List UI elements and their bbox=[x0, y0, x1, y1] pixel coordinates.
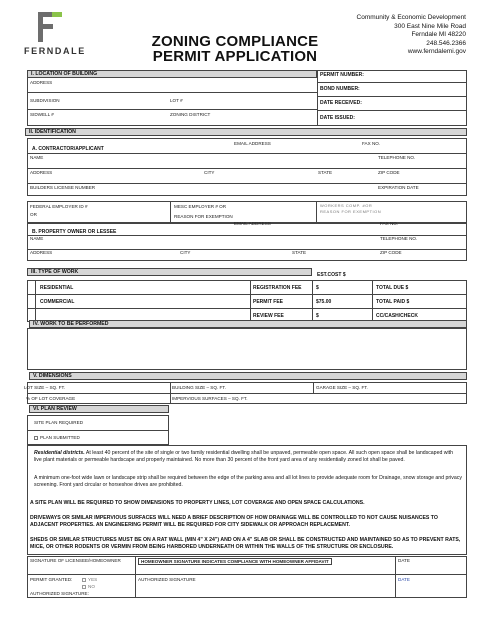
payment-method-field[interactable]: CC/CASH/CHECK bbox=[376, 313, 418, 319]
logo-text: FERNDALE bbox=[24, 46, 86, 56]
section-title-dimensions: V. DIMENSIONS bbox=[29, 372, 467, 380]
mesc-reason-label: REASON FOR EXEMPTION bbox=[174, 214, 233, 219]
owner-city[interactable]: CITY bbox=[180, 250, 191, 255]
review-fee-value[interactable]: $ bbox=[316, 313, 319, 319]
licensee-signature-field[interactable]: SIGNATURE OF LICENSEE/HOMEOWNER bbox=[30, 558, 121, 563]
affidavit-notice: HOMEOWNER SIGNATURE INDICATES COMPLIANCE WITH HOMEOWNER AFFIDAVIT bbox=[138, 558, 332, 565]
permit-fee-value[interactable]: $75.00 bbox=[316, 299, 332, 305]
workers-comp-field[interactable]: WORKERS COMP. #OR bbox=[320, 203, 373, 208]
address-line: 248.546.2366 bbox=[426, 39, 466, 47]
date-received-field[interactable]: DATE RECEIVED: bbox=[320, 100, 362, 106]
note-driveways: DRIVEWAYS OR SIMILAR IMPERVIOUS SURFACES WILL NEED A BRIEF DESCRIPTION OF HOW DRAINAGE WILL BE CONTROLLED TO NOT CAUSE NUISANCES TO ADJACENT PROPERTIES. AN ENGINEERING PERMIT WILL BE REQUIRED FOR CITY SIDEWALK OR APPROACH REPLACEMENT. bbox=[30, 515, 438, 528]
section-title-plan-review: VI. PLAN REVIEW bbox=[29, 405, 169, 413]
site-plan-required-option[interactable]: SITE PLAN REQUIRED bbox=[34, 420, 84, 425]
owner-telephone[interactable]: TELEPHONE NO. bbox=[380, 236, 418, 241]
bond-number-field[interactable]: BOND NUMBER: bbox=[320, 86, 360, 92]
lot-field[interactable]: LOT # bbox=[170, 98, 183, 103]
total-due-field[interactable]: TOTAL DUE $ bbox=[376, 285, 409, 291]
commercial-option[interactable]: COMMERCIAL bbox=[40, 299, 75, 305]
authorized-signature-field[interactable]: AUTHORIZED SIGNATURE bbox=[138, 577, 196, 582]
note-sheds: SHEDS OR SIMILAR STRUCTURES MUST BE ON A RAT WALL (MIN 4" X 24") AND ON A 4" SLAB OR SHALL BE CONSTRUCTED AND MAINTAINED SO AS TO PREVENT RATS, MICE, OR OTHER RODENTS OR VERMIN FROM BEING HARBORED UNDERNEATH OR WITHIN THE WALLS OF THE STRUCTURE OR ENCLOSURE. bbox=[30, 537, 461, 550]
contractor-title: A. CONTRACTOR/APPLICANT bbox=[32, 146, 104, 152]
builders-license-field[interactable]: BUILDERS LICENSE NUMBER bbox=[30, 185, 96, 190]
owner-name[interactable]: NAME bbox=[30, 236, 44, 241]
owner-email[interactable]: EMAIL ADDRESS bbox=[234, 221, 271, 226]
form-title-line2: PERMIT APPLICATION bbox=[152, 48, 318, 65]
contractor-zip[interactable]: ZIP CODE bbox=[378, 170, 400, 175]
yes-option[interactable] bbox=[82, 577, 97, 582]
work-performed-area[interactable] bbox=[27, 328, 467, 370]
or-label: OR bbox=[30, 212, 37, 217]
federal-employer-id-field[interactable]: FEDERAL EMPLOYER ID # bbox=[30, 204, 88, 209]
note-residential-districts bbox=[34, 450, 462, 463]
subdivision-field[interactable]: SUBDIVISION bbox=[30, 98, 60, 103]
no-label: NO bbox=[88, 584, 95, 589]
workers-reason-label: REASON FOR EXEMPTION bbox=[320, 209, 382, 214]
owner-fax[interactable]: FAX NO. bbox=[380, 221, 399, 226]
no-option[interactable] bbox=[82, 584, 95, 589]
owner-title: B. PROPERTY OWNER OR LESSEE bbox=[32, 229, 117, 235]
permit-fee-label: PERMIT FEE bbox=[253, 299, 284, 305]
address-field[interactable]: ADDRESS bbox=[30, 80, 53, 85]
note-site-plan: A SITE PLAN WILL BE REQUIRED TO SHOW DIMENSIONS TO PROPERTY LINES, LOT COVERAGE AND OPEN SPACE CALCULATIONS. bbox=[30, 500, 365, 506]
address-line: 300 East Nine Mile Road bbox=[394, 22, 466, 30]
review-fee-label: REVIEW FEE bbox=[253, 313, 284, 319]
section-title-type-of-work: III. TYPE OF WORK bbox=[27, 268, 312, 276]
plan-submitted-label: PLAN SUBMITTED bbox=[40, 435, 80, 440]
yes-label: YES bbox=[88, 577, 98, 582]
owner-address[interactable]: ADDRESS bbox=[30, 250, 53, 255]
contractor-city[interactable]: CITY bbox=[204, 170, 215, 175]
note-body: At least 40 percent of the site of single or two family residential dwelling shall be unpaved, permeable open space. All such open space shall be landscaped with live plant materials or permeable hardscape and properly maintained. No more than 30 percent of the front yard area of any residentially zoned lot shall be paved. bbox=[34, 450, 453, 463]
website: www.ferndalemi.gov bbox=[407, 48, 466, 55]
form-title-line1: ZONING COMPLIANCE bbox=[151, 33, 319, 50]
lot-coverage-field[interactable]: % OF LOT COVERAGE bbox=[26, 396, 76, 401]
lot-size-field[interactable]: LOT SIZE – SQ. FT. bbox=[24, 385, 66, 390]
employer-block bbox=[27, 201, 467, 223]
date-issued-field[interactable]: DATE ISSUED: bbox=[320, 115, 355, 121]
contractor-telephone[interactable]: TELEPHONE NO. bbox=[378, 155, 416, 160]
department-address bbox=[306, 14, 466, 57]
est-cost-field[interactable]: EST.COST $ bbox=[317, 272, 346, 278]
note-lead: Residential districts. bbox=[34, 450, 85, 456]
zoning-district-field[interactable]: ZONING DISTRICT bbox=[170, 112, 211, 117]
section-title-work-performed: IV. WORK TO BE PERFORMED bbox=[29, 320, 467, 328]
logo bbox=[30, 10, 70, 50]
contractor-fax[interactable]: FAX NO. bbox=[362, 141, 381, 146]
garage-size-field[interactable]: GARAGE SIZE – SQ. FT. bbox=[316, 385, 368, 390]
impervious-surfaces-field[interactable]: IMPERVIOUS SURFACES – SQ. FT. bbox=[172, 396, 248, 401]
permit-number-field[interactable]: PERMIT NUMBER: bbox=[320, 72, 364, 78]
date-field-2[interactable]: DATE bbox=[398, 577, 410, 582]
owner-state[interactable]: STATE bbox=[292, 250, 307, 255]
owner-zip[interactable]: ZIP CODE bbox=[380, 250, 402, 255]
section-location bbox=[27, 70, 467, 126]
registration-fee-value[interactable]: $ bbox=[316, 285, 319, 291]
residential-option[interactable]: RESIDENTIAL bbox=[40, 285, 74, 291]
plan-submitted-checkbox[interactable] bbox=[34, 435, 80, 440]
ferndale-logo-icon bbox=[30, 10, 70, 46]
date-field-1[interactable]: DATE bbox=[398, 558, 410, 563]
sidwell-field[interactable]: SIDWELL # bbox=[30, 112, 54, 117]
contractor-state[interactable]: STATE bbox=[318, 170, 333, 175]
address-line: Community & Economic Development bbox=[356, 14, 466, 21]
authorized-signature-label: AUTHORIZED SIGNATURE: bbox=[30, 591, 89, 596]
contractor-address[interactable]: ADDRESS bbox=[30, 170, 53, 175]
checkbox-icon[interactable] bbox=[82, 585, 86, 589]
registration-fee-label: REGISTRATION FEE bbox=[253, 285, 302, 291]
address-line: Ferndale MI 48220 bbox=[411, 31, 466, 38]
permit-granted-label: PERMIT GRANTED: bbox=[30, 577, 73, 582]
building-size-field[interactable]: BUILDING SIZE – SQ. FT. bbox=[172, 385, 226, 390]
note-landscape-strip: A minimum one-foot wide lawn or landscape strip shall be required between the edge of the parking area and all lot lines to provide adequate room for Drainage, snow storage and privacy screening. Front yard circular or horseshoe drives are prohibited. bbox=[34, 475, 462, 488]
checkbox-icon[interactable] bbox=[82, 578, 86, 582]
checkbox-icon[interactable] bbox=[34, 436, 38, 440]
contractor-name[interactable]: NAME bbox=[30, 155, 44, 160]
section-title-identification: II. IDENTIFICATION bbox=[25, 128, 467, 136]
expiration-date-field[interactable]: EXPIRATION DATE bbox=[378, 185, 419, 190]
total-paid-field[interactable]: TOTAL PAID $ bbox=[376, 299, 410, 305]
section-title-location: I. LOCATION OF BUILDING bbox=[27, 70, 317, 78]
mesc-employer-field[interactable]: MESC EMPLOYER # OR bbox=[174, 204, 227, 209]
contractor-email[interactable]: EMAIL ADDRESS bbox=[234, 141, 271, 146]
